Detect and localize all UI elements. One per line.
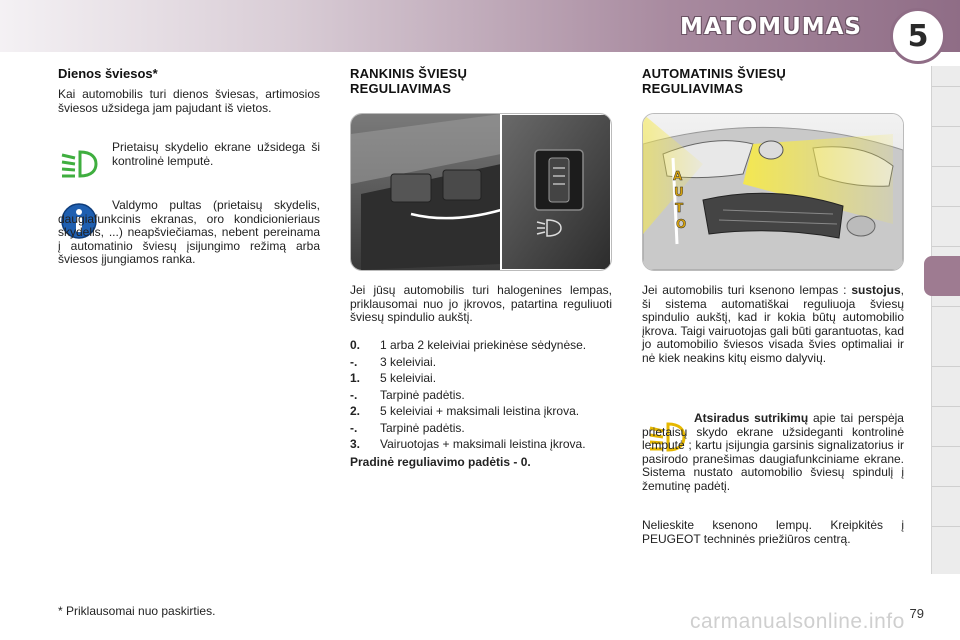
auto-label-a: A (673, 169, 683, 183)
car-headlamps-photo (642, 113, 904, 271)
daytime-lights-intro: Kai automobilis turi dienos šviesas, artimosios šviesos užsidega jam pajudant iš vietos. (58, 87, 320, 115)
list-item: -. Tarpinė padėtis. (350, 420, 465, 435)
auto-label-t: T (675, 201, 684, 215)
chapter-title: MATOMUMAS (680, 14, 862, 40)
automatic-heading-line1: AUTOMATINIS ŠVIESŲ (642, 66, 786, 81)
manual-heading-line2: REGULIAVIMAS (350, 81, 452, 96)
manual-adjustment-heading (350, 66, 467, 96)
auto-label-o: O (676, 217, 687, 231)
headlamp-adjuster-photo (350, 113, 612, 271)
initial-position-note: Pradinė reguliavimo padėtis - 0. (350, 454, 531, 469)
daytime-lights-heading: Dienos šviesos* (58, 66, 158, 81)
manual-adjustment-intro: Jei jūsų automobilis turi halogenines lempas, priklausomai nuo jo įkrovos, patartina reguliuoti šviesų spindulio aukštį. (350, 283, 612, 324)
lamp-note: Prietaisų skydelio ekrane užsidega ši kontrolinė lemputė. (112, 140, 320, 168)
fault-warning-note: Atsiradus sutrikimų apie tai perspėja prietaisų skydo ekrane užsideganti kontrolinė lemputė ; kartu įsijungia garsinis signalizatorius ir pasirodo pranešimas daugiafunkciniame ekrane. Sistema nustato automobilio šviesų spindulį į žemutinę padėtį. (642, 411, 904, 493)
chapter-tab-strip (931, 66, 960, 574)
page-number: 79 (909, 606, 924, 621)
xenon-service-note: Nelieskite ksenono lempų. Kreipkitės į PEUGEOT techninės priežiūros centrą. (642, 518, 904, 546)
list-item: 1. 5 keleiviai. (350, 371, 437, 385)
watermark-text: carmanualsonline.info (690, 610, 905, 633)
info-note: Valdymo pultas (prietaisų skydelis, daugiafunkcinis ekranas, oro kondicionieriaus skydelis, ...) neapšviečiamas, nebent pereinama į automatinio šviesų įsijungimo režimą arba šviesos įjungiamos ranka. (58, 198, 320, 266)
low-beam-lamp-icon (58, 148, 100, 180)
list-item: -. 3 keleiviai. (350, 354, 437, 369)
list-item: 0. 1 arba 2 keleiviai priekinėse sėdynėse. (350, 338, 587, 352)
footnote: * Priklausomai nuo paskirties. (58, 604, 216, 618)
list-item: 2. 5 keleiviai + maksimali leistina įkrova. (350, 404, 580, 418)
list-item: -. Tarpinė padėtis. (350, 387, 465, 402)
chapter-number-badge: 5 (890, 8, 946, 64)
automatic-adjustment-heading (642, 66, 786, 96)
auto-label-u: U (674, 185, 684, 199)
active-chapter-tab[interactable] (924, 256, 960, 296)
load-position-list (350, 339, 612, 469)
manual-heading-line1: RANKINIS ŠVIESŲ (350, 66, 468, 81)
automatic-heading-line2: REGULIAVIMAS (642, 81, 744, 96)
automatic-adjustment-intro: Jei automobilis turi ksenono lempas : sustojus, ši sistema automatiškai reguliuoja šviesų spindulio aukštį, kad ir kokia būtų automobilio įkrova. Taigi vairuotojas gali būti garantuotas, kad jo automobilio šviesos visada švies optimaliai ir nė kiek neakins kitų eismo dalyvių. (642, 283, 904, 365)
list-item: 3. Vairuotojas + maksimali leistina įkrova. (350, 437, 586, 451)
